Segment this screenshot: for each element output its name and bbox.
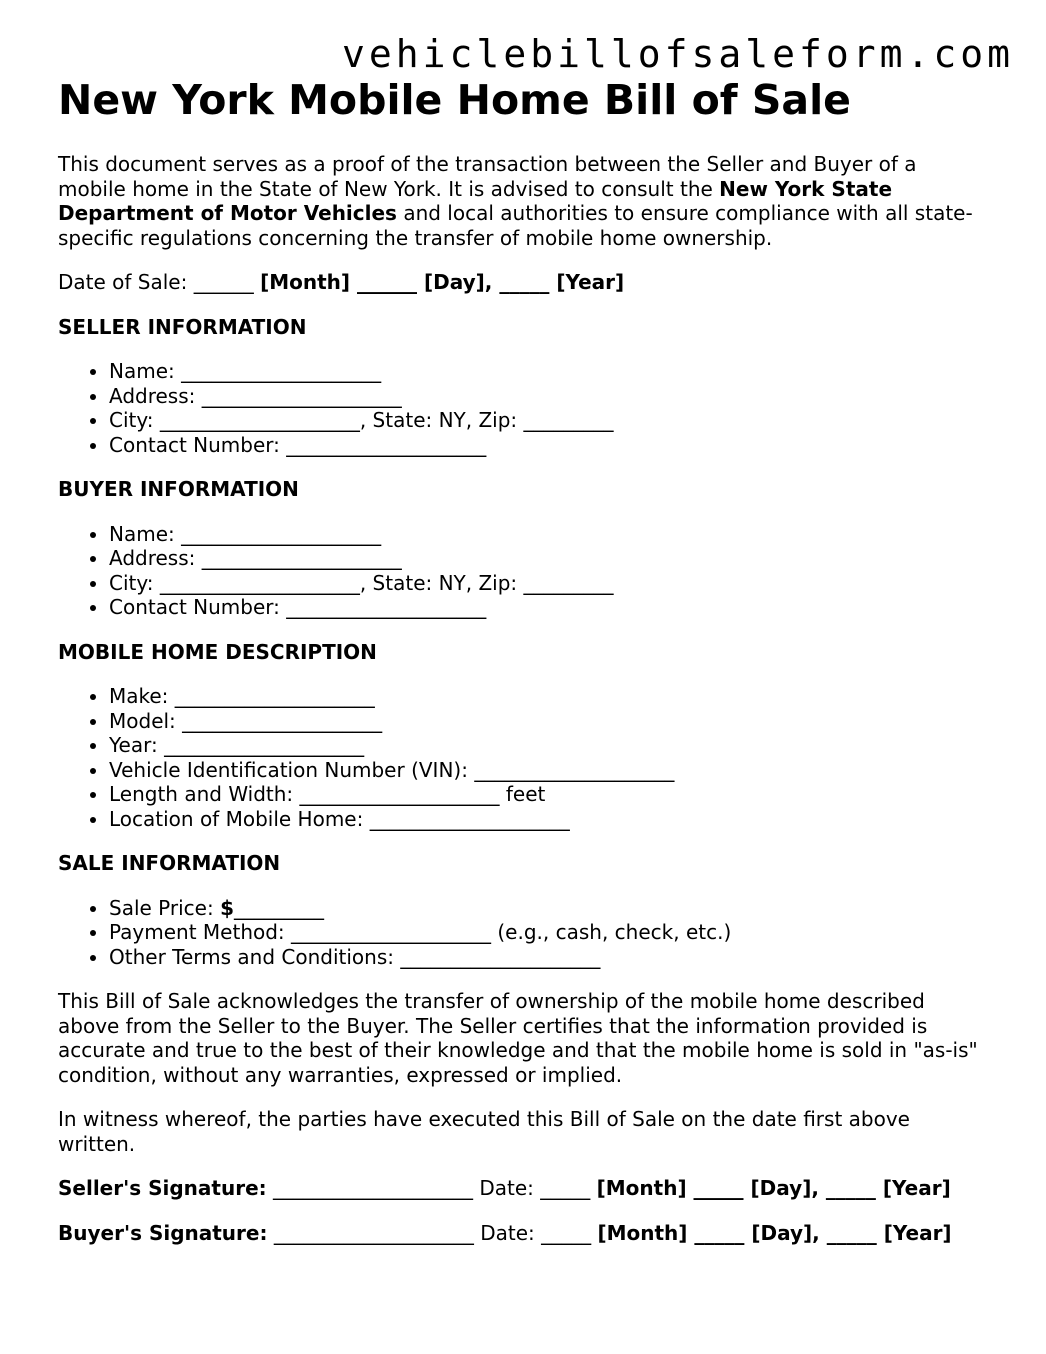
- buyer-city-field: • City: ____________________, State: NY, Zip: _________: [109, 571, 988, 596]
- year-field: • Year: ____________________: [109, 733, 988, 758]
- date-sep-1: ______: [350, 270, 424, 294]
- seller-sig-day: [Day],: [750, 1176, 819, 1200]
- seller-list: [58, 359, 988, 457]
- sale-price-field: [109, 896, 988, 921]
- seller-sig-sep-2: _____: [818, 1176, 883, 1200]
- seller-signature-blank: ____________________ Date: _____: [266, 1176, 597, 1200]
- buyer-sig-year: [Year]: [883, 1220, 952, 1245]
- sale-price-label: Sale Price:: [109, 895, 221, 920]
- date-of-sale-line: [58, 270, 988, 295]
- seller-sig-year: [Year]: [882, 1176, 951, 1200]
- buyer-heading: BUYER INFORMATION: [58, 477, 299, 501]
- seller-contact-field: • Contact Number: ____________________: [109, 433, 988, 458]
- buyer-sig-month: [Month]: [597, 1220, 688, 1245]
- seller-signature-line: [58, 1176, 988, 1201]
- dollar-sign: $: [220, 895, 234, 920]
- intro-paragraph: [58, 152, 988, 250]
- intro-bold-dmv: New York State Department of Motor Vehicles: [58, 176, 893, 225]
- witness-paragraph: In witness whereof, the parties have executed this Bill of Sale on the date first above written.: [58, 1107, 910, 1156]
- date-year: [Year]: [556, 270, 625, 294]
- location-field: • Location of Mobile Home: ____________________: [109, 807, 988, 832]
- site-watermark: vehiclebillofsaleform.com: [342, 32, 1014, 76]
- page-title: New York Mobile Home Bill of Sale: [58, 76, 851, 124]
- description-list: [58, 684, 988, 831]
- seller-signature-label: Seller's Signature:: [58, 1176, 267, 1200]
- seller-city-field: • City: ____________________, State: NY, Zip: _________: [109, 408, 988, 433]
- seller-sig-sep-1: _____: [686, 1176, 751, 1200]
- buyer-address-field: • Address: ____________________: [109, 546, 988, 571]
- seller-address-field: • Address: ____________________: [109, 384, 988, 409]
- seller-name-field: • Name: ____________________: [109, 359, 988, 384]
- buyer-list: [58, 522, 988, 620]
- sale-list: [58, 896, 988, 970]
- intro-text-1: This document serves as a proof of the transaction between the Seller and Buyer of a mobile home in the State of New York. It is advised to consult the: [58, 152, 917, 201]
- buyer-sig-day: [Day],: [751, 1220, 820, 1245]
- description-heading: MOBILE HOME DESCRIPTION: [58, 639, 377, 664]
- acknowledgement-paragraph: This Bill of Sale acknowledges the transfer of ownership of the mobile home described above from the Seller to the Buyer. The Seller certifies that the information provided is accurate and true to the best of their knowledge and that the mobile home is sold in "as-is" condition, without any warranties, expressed or implied.: [58, 989, 978, 1087]
- document-body: [58, 74, 988, 1245]
- buyer-sig-sep-1: _____: [687, 1220, 752, 1245]
- sale-heading: SALE INFORMATION: [58, 851, 281, 875]
- payment-method-field: • Payment Method: ____________________ (e.g., cash, check, etc.): [109, 920, 988, 945]
- seller-heading: SELLER INFORMATION: [58, 314, 307, 339]
- seller-sig-month: [Month]: [596, 1176, 687, 1200]
- model-field: • Model: ____________________: [109, 709, 988, 734]
- other-terms-field: • Other Terms and Conditions: ____________________: [109, 945, 988, 970]
- sale-price-blank: _________: [233, 895, 324, 920]
- buyer-signature-blank: ____________________ Date: _____: [267, 1220, 598, 1245]
- buyer-sig-sep-2: _____: [819, 1220, 884, 1245]
- date-day: [Day],: [423, 270, 493, 294]
- buyer-contact-field: • Contact Number: ____________________: [109, 595, 988, 620]
- buyer-signature-label: Buyer's Signature:: [58, 1220, 268, 1245]
- vin-field: • Vehicle Identification Number (VIN): ____________________: [109, 758, 988, 783]
- date-month: [Month]: [260, 270, 351, 294]
- date-sep-2: _____: [492, 270, 557, 294]
- buyer-name-field: • Name: ____________________: [109, 522, 988, 547]
- intro-text-2: and local authorities to ensure compliance with all state-specific regulations concerning the transfer of mobile home ownership.: [58, 201, 973, 250]
- buyer-signature-line: [58, 1221, 988, 1246]
- dimensions-field: • Length and Width: ____________________ feet: [109, 782, 988, 807]
- make-field: • Make: ____________________: [109, 684, 988, 709]
- date-of-sale-label: Date of Sale: ______: [58, 270, 261, 294]
